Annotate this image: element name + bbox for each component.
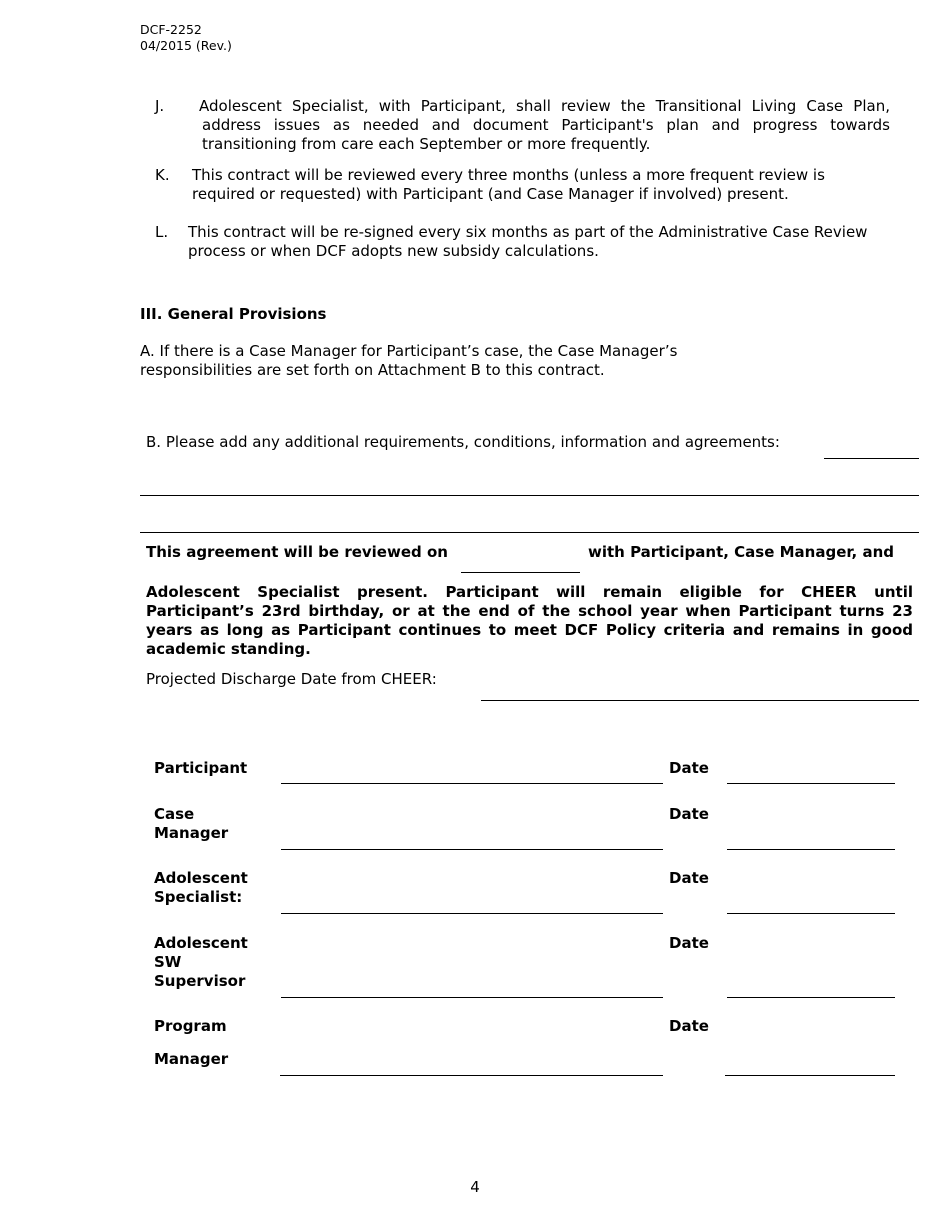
- sw-supervisor-label-line3: Supervisor: [154, 972, 246, 990]
- sw-supervisor-date-label: Date: [669, 934, 709, 952]
- form-revision: 04/2015 (Rev.): [140, 38, 232, 53]
- discharge-date-label: Projected Discharge Date from CHEER:: [146, 670, 437, 688]
- adolescent-specialist-date-label: Date: [669, 869, 709, 887]
- review-prefix: This agreement will be reviewed on: [146, 543, 448, 561]
- discharge-date-field[interactable]: [481, 700, 919, 701]
- section-heading: III. General Provisions: [140, 305, 327, 323]
- page-number: 4: [470, 1178, 480, 1196]
- adolescent-specialist-label-line1: Adolescent: [154, 869, 248, 887]
- adolescent-specialist-date-line[interactable]: [727, 913, 895, 914]
- participant-label: Participant: [154, 759, 248, 777]
- item-letter-k: K.: [155, 166, 170, 184]
- general-provision-b: B. Please add any additional requirements, conditions, information and agreements:: [146, 433, 780, 451]
- general-provision-a: A. If there is a Case Manager for Participant’s case, the Case Manager’s responsibilities are set forth on Attachment B to this contract.: [140, 342, 678, 379]
- eligibility-statement: Adolescent Specialist present. Participant will remain eligible for CHEER until Participant’s 23rd birthday, or at the end of the school year when Participant turns 23 years as long as Participant continues to meet DCF Policy criteria and remains in good academic standing.: [146, 583, 913, 658]
- item-l-text: This contract will be re-signed every six months as part of the Administrative Case Review process or when DCF adopts new subsidy calculations.: [188, 223, 868, 260]
- case-manager-label-line2: Manager: [154, 824, 229, 842]
- case-manager-label-line1: Case: [154, 805, 195, 823]
- case-manager-date-label: Date: [669, 805, 709, 823]
- case-manager-date-line[interactable]: [727, 849, 895, 850]
- participant-date-label: Date: [669, 759, 709, 777]
- program-manager-signature-line[interactable]: [280, 1075, 663, 1076]
- adolescent-specialist-signature-line[interactable]: [281, 913, 663, 914]
- review-suffix: with Participant, Case Manager, and: [588, 543, 895, 561]
- sw-supervisor-label: [154, 934, 248, 991]
- participant-signature-line[interactable]: [281, 783, 663, 784]
- form-header: [140, 22, 232, 54]
- form-number: DCF-2252: [140, 22, 202, 37]
- sw-supervisor-label-line2: SW: [154, 953, 182, 971]
- program-manager-label-line1: Program: [154, 1017, 227, 1035]
- additional-requirements-line-2[interactable]: [140, 495, 919, 496]
- item-letter-l: L.: [155, 223, 169, 241]
- program-manager-date-line[interactable]: [725, 1075, 895, 1076]
- program-manager-date-label: Date: [669, 1017, 709, 1035]
- adolescent-specialist-label-line2: Specialist:: [154, 888, 243, 906]
- item-letter-j: J.: [155, 97, 165, 115]
- case-manager-signature-line[interactable]: [281, 849, 663, 850]
- adolescent-specialist-label: [154, 869, 248, 907]
- sw-supervisor-date-line[interactable]: [727, 997, 895, 998]
- sw-supervisor-label-line1: Adolescent: [154, 934, 248, 952]
- participant-date-line[interactable]: [727, 783, 895, 784]
- sw-supervisor-signature-line[interactable]: [281, 997, 663, 998]
- case-manager-label: [154, 805, 228, 843]
- additional-requirements-line-1[interactable]: [824, 458, 919, 459]
- program-manager-label-line2: Manager: [154, 1050, 229, 1068]
- review-date-field[interactable]: [461, 572, 580, 573]
- item-j-text: [199, 97, 890, 154]
- additional-requirements-line-3[interactable]: [140, 532, 919, 533]
- item-k-text: This contract will be reviewed every three months (unless a more frequent review is required or requested) with Participant (and Case Manager if involved) present.: [192, 166, 825, 203]
- item-j-body: Adolescent Specialist, with Participant, shall review the Transitional Living Case Plan, address issues as needed and document Participant's plan and progress towards transitioning from care each September or more frequently.: [199, 97, 890, 153]
